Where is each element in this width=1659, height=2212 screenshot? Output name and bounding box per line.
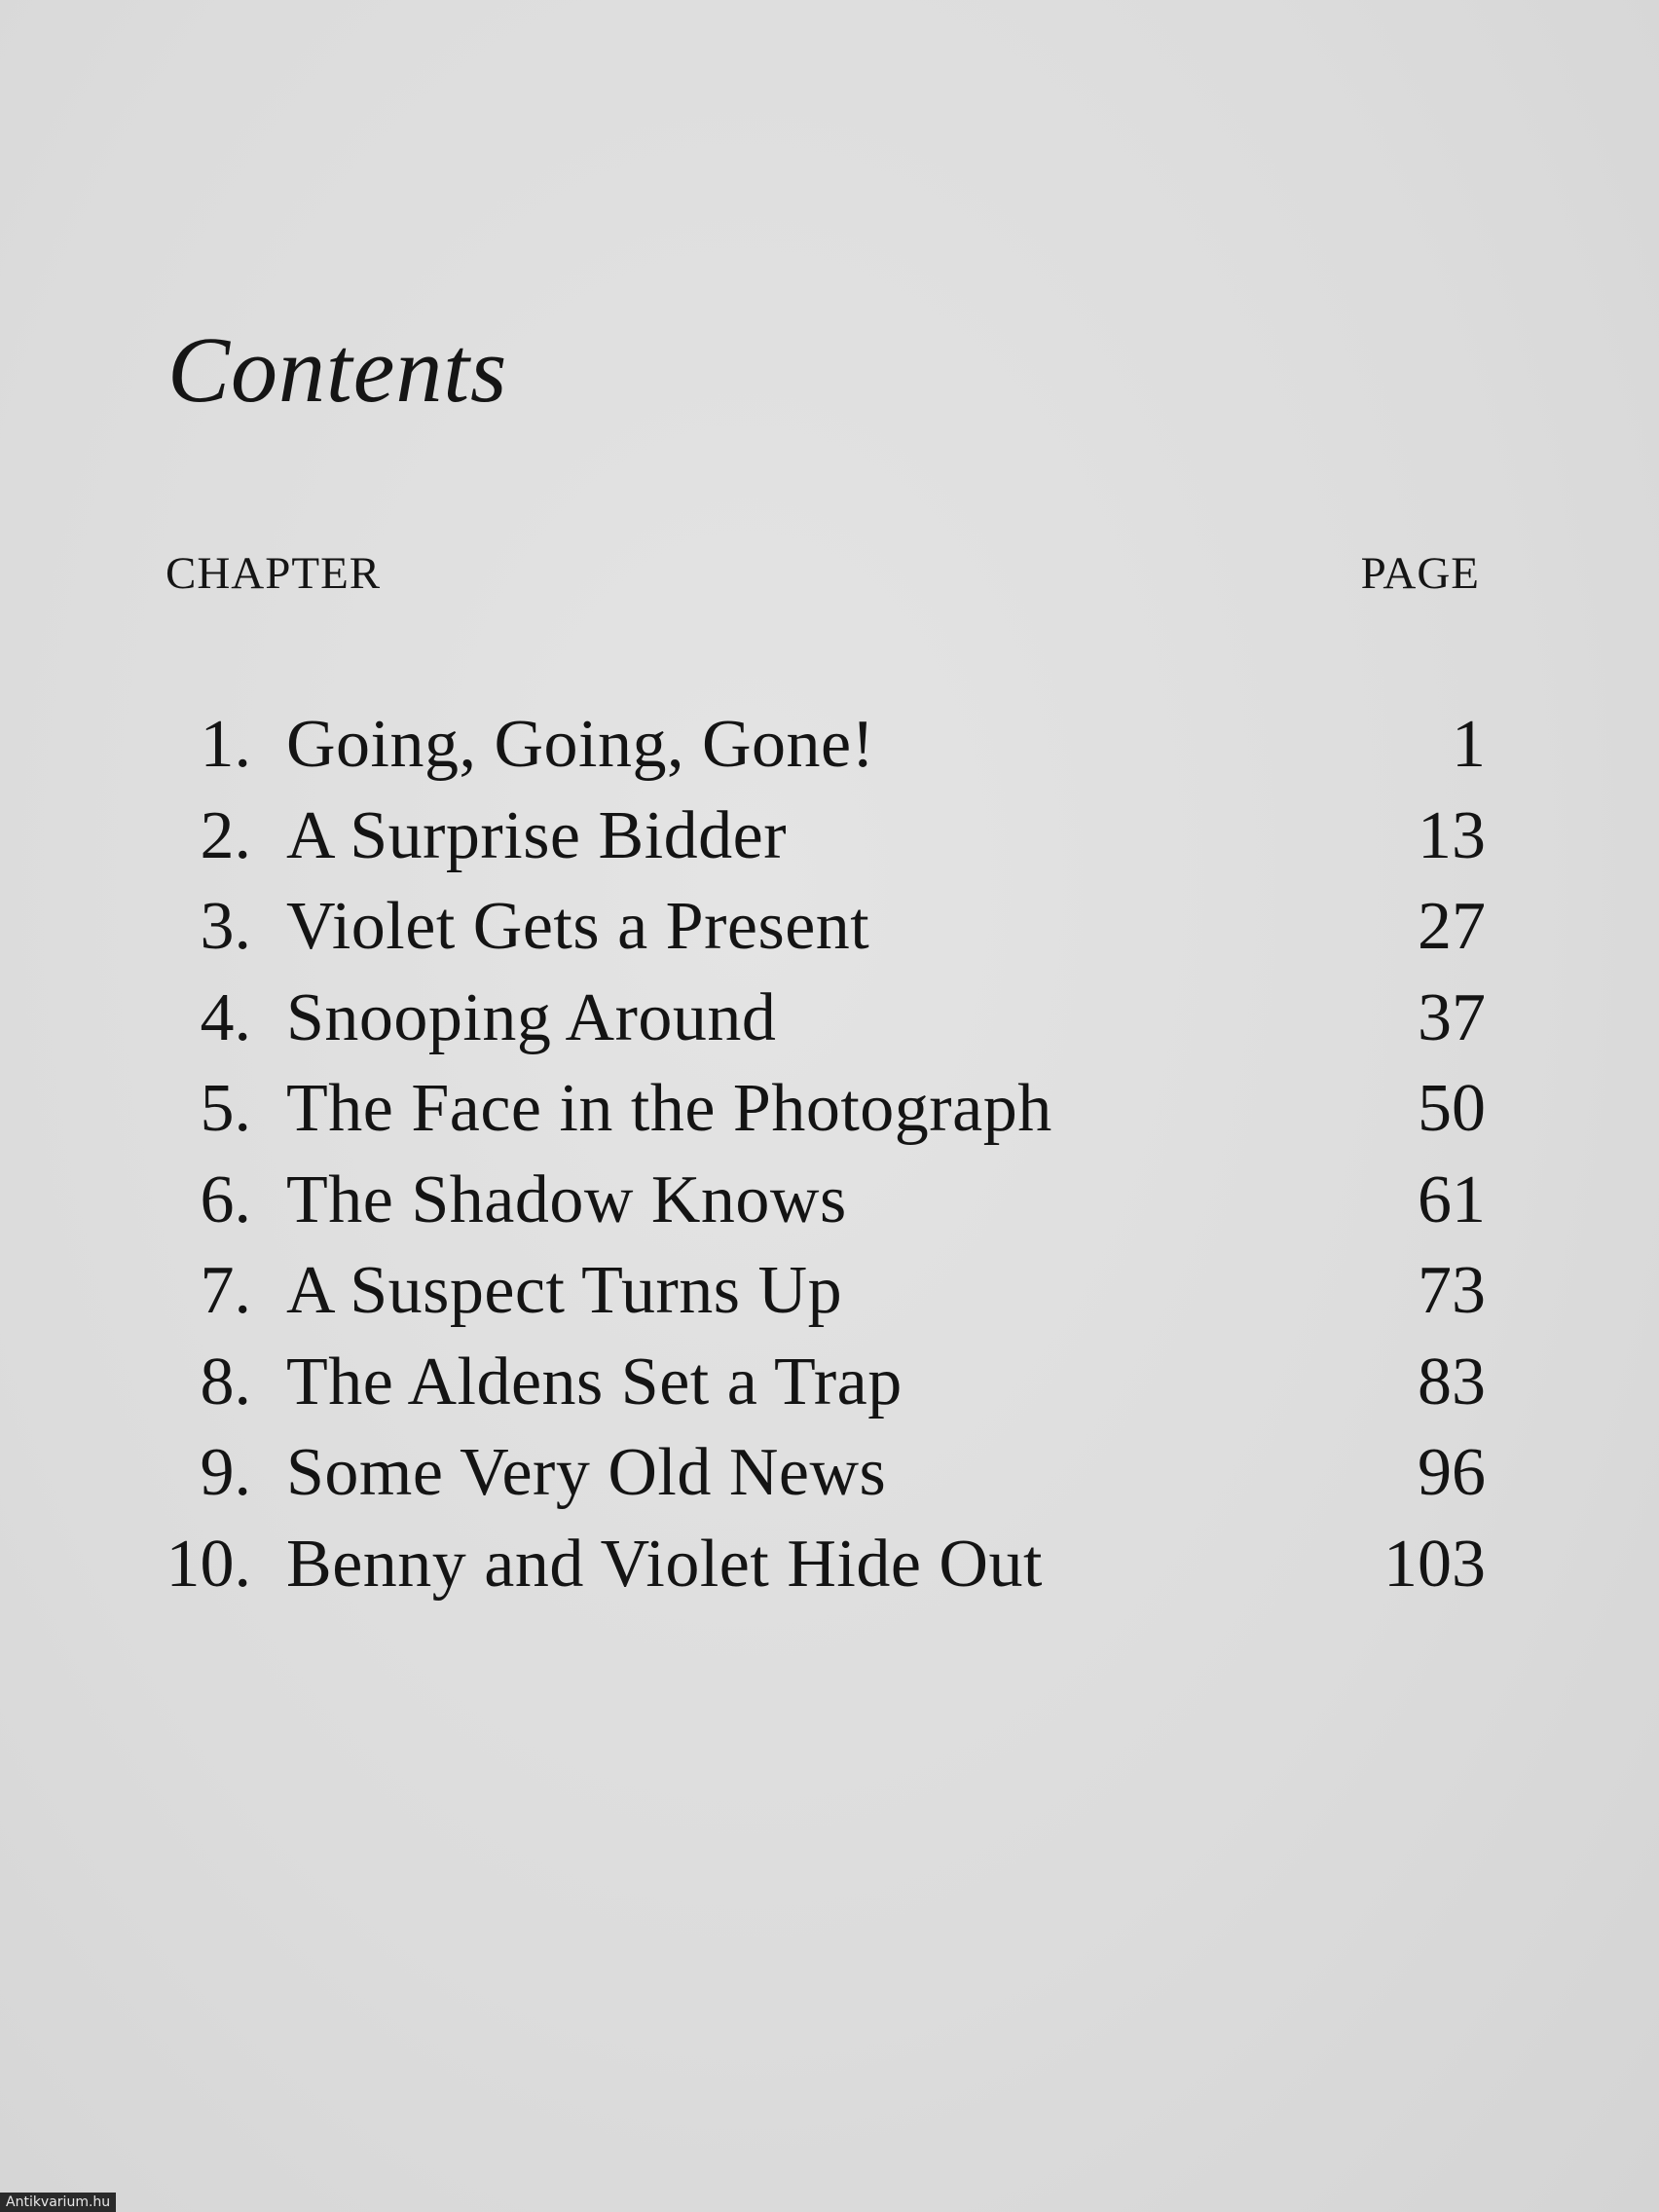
- chapter-page: 96: [1418, 1435, 1486, 1510]
- toc-entry: [0, 1063, 1659, 1155]
- toc-entry: [0, 791, 1659, 882]
- chapter-title: Snooping Around: [286, 979, 777, 1055]
- toc-entry: [0, 1519, 1659, 1610]
- chapter-page: 27: [1418, 889, 1486, 964]
- chapter-page: 83: [1418, 1344, 1486, 1419]
- chapter-page: 13: [1418, 797, 1486, 873]
- chapter-number: 3.: [200, 889, 251, 964]
- chapter-page: 50: [1418, 1071, 1486, 1146]
- toc-entry: [0, 699, 1659, 791]
- toc-entry: [0, 1155, 1659, 1246]
- toc-entry: [0, 1427, 1659, 1519]
- chapter-title: A Suspect Turns Up: [286, 1253, 843, 1328]
- chapter-number: 9.: [200, 1435, 251, 1510]
- chapter-number: 10.: [166, 1526, 251, 1602]
- chapter-title: The Shadow Knows: [286, 1161, 847, 1237]
- chapter-title: Benny and Violet Hide Out: [286, 1526, 1043, 1602]
- chapter-number: 4.: [200, 979, 251, 1055]
- chapter-page: 37: [1418, 979, 1486, 1055]
- chapter-title: A Surprise Bidder: [286, 797, 788, 873]
- toc-entry: [0, 881, 1659, 973]
- chapter-number: 5.: [200, 1071, 251, 1146]
- page-column-header: PAGE: [1360, 548, 1480, 599]
- table-of-contents: [0, 699, 1659, 1609]
- chapter-title: Some Very Old News: [286, 1435, 887, 1510]
- chapter-number: 7.: [200, 1253, 251, 1328]
- chapter-page: 103: [1383, 1526, 1486, 1602]
- chapter-page: 61: [1418, 1161, 1486, 1237]
- chapter-title: Going, Going, Gone!: [286, 707, 875, 782]
- chapter-number: 6.: [200, 1161, 251, 1237]
- watermark: Antikvarium.hu: [0, 2193, 116, 2212]
- chapter-column-header: CHAPTER: [166, 548, 382, 599]
- page-title: Contents: [167, 317, 508, 422]
- chapter-page: 73: [1418, 1253, 1486, 1328]
- chapter-title: The Face in the Photograph: [286, 1071, 1052, 1146]
- toc-entry: [0, 1337, 1659, 1428]
- toc-entry: [0, 973, 1659, 1064]
- toc-entry: [0, 1245, 1659, 1337]
- chapter-number: 1.: [200, 707, 251, 782]
- chapter-page: 1: [1452, 707, 1486, 782]
- chapter-title: Violet Gets a Present: [286, 889, 870, 964]
- chapter-title: The Aldens Set a Trap: [286, 1344, 903, 1419]
- chapter-number: 8.: [200, 1344, 251, 1419]
- chapter-number: 2.: [200, 797, 251, 873]
